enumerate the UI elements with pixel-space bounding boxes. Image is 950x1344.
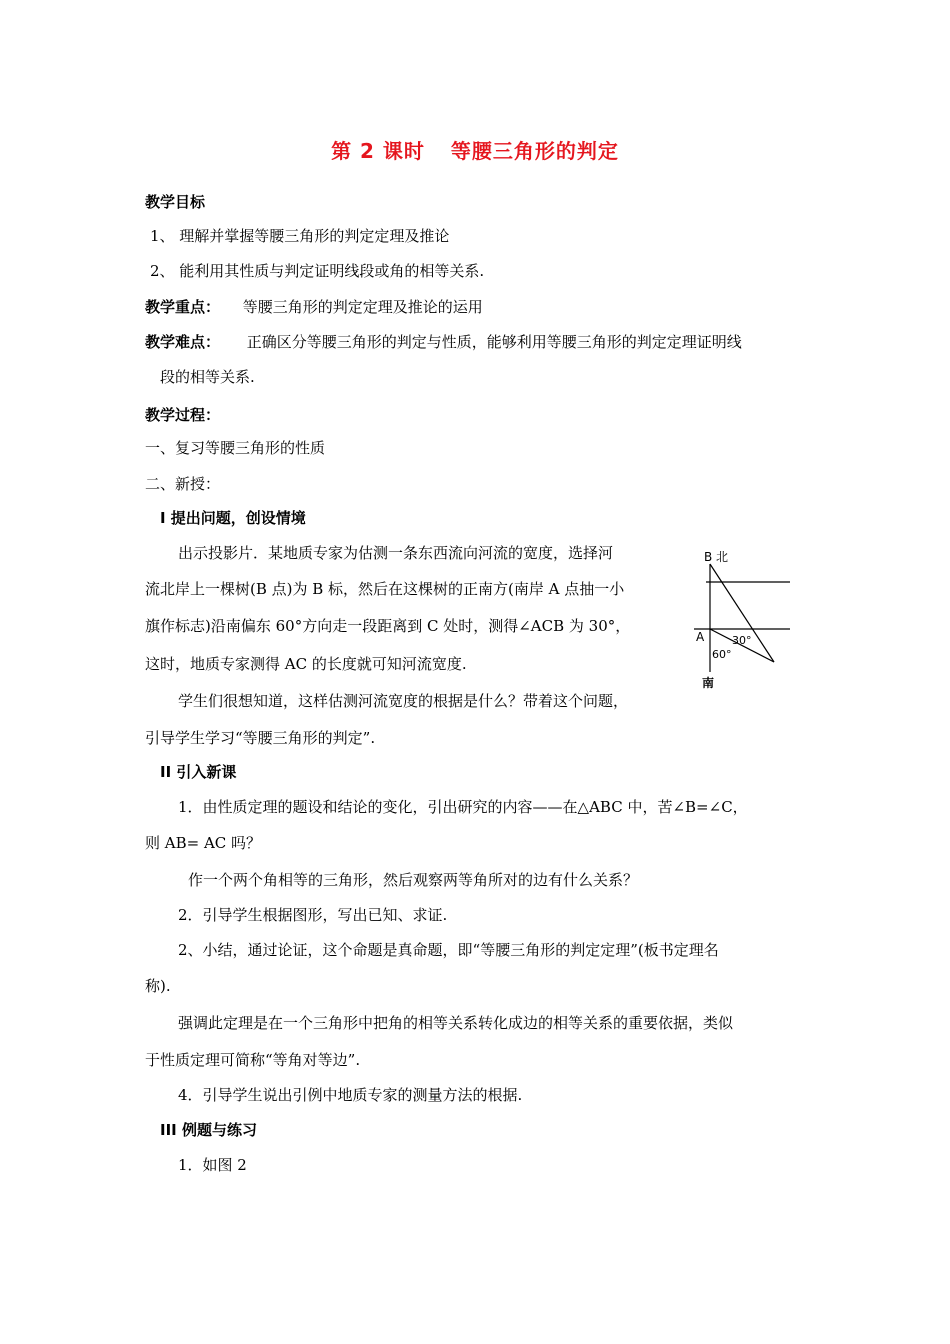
label-a: A bbox=[696, 630, 705, 644]
goal-1: 1、 理解并掌握等腰三角形的判定定理及推论 bbox=[150, 227, 450, 245]
title-lesson: 第 2 课时 bbox=[331, 139, 425, 163]
difficulty bbox=[145, 332, 742, 352]
section-2-heading: II 引入新课 bbox=[160, 763, 237, 781]
paragraph-9: 1．如图 2 bbox=[178, 1156, 247, 1174]
paragraph-6-line-2: 称). bbox=[145, 977, 171, 995]
paragraph-2-line-1: 学生们很想知道，这样估测河流宽度的根据是什么？带着这个问题， bbox=[178, 692, 629, 710]
step-1: 一、复习等腰三角形的性质 bbox=[145, 439, 326, 457]
key-point bbox=[145, 297, 483, 317]
paragraph-7-line-2: 于性质定理可简称“等角对等边”. bbox=[145, 1051, 361, 1069]
paragraph-3-line-2: 则 AB= AC 吗？ bbox=[145, 834, 262, 852]
paragraph-2-line-2: 引导学生学习“等腰三角形的判定”. bbox=[145, 729, 376, 747]
paragraph-1-line-4: 这时，地质专家测得 AC 的长度就可知河流宽度. bbox=[145, 655, 467, 673]
label-b-north: B 北 bbox=[704, 550, 729, 564]
paragraph-8: 4．引导学生说出引例中地质专家的测量方法的根据. bbox=[178, 1086, 523, 1104]
label-60-degrees: 60° bbox=[712, 648, 732, 661]
section-3-heading: III 例题与练习 bbox=[160, 1121, 257, 1139]
label-30-degrees: 30° bbox=[732, 634, 752, 647]
document-title bbox=[0, 135, 950, 164]
river-diagram bbox=[686, 544, 796, 694]
paragraph-4: 作一个两个角相等的三角形，然后观察两等角所对的边有什么关系？ bbox=[188, 871, 639, 889]
paragraph-5: 2．引导学生根据图形，写出已知、求证. bbox=[178, 906, 448, 924]
paragraph-6-line-1: 2、小结，通过论证，这个命题是真命题，即“等腰三角形的判定定理”(板书定理名 bbox=[178, 941, 719, 959]
section-1-heading: I 提出问题，创设情境 bbox=[160, 509, 306, 527]
goal-2: 2、 能利用其性质与判定证明线段或角的相等关系. bbox=[150, 262, 485, 280]
step-2: 二、新授： bbox=[145, 475, 221, 493]
river-diagram-svg bbox=[686, 544, 796, 694]
process-heading: 教学过程： bbox=[145, 406, 221, 424]
paragraph-3-line-1: 1．由性质定理的题设和结论的变化，引出研究的内容——在△ABC 中，苦∠B=∠C， bbox=[178, 798, 748, 816]
paragraph-1-line-2: 流北岸上一棵树(B 点)为 B 标，然后在这棵树的正南方(南岸 A 点抽一小 bbox=[145, 580, 625, 598]
paragraph-7-line-1: 强调此定理是在一个三角形中把角的相等关系转化成边的相等关系的重要依据，类似 bbox=[178, 1014, 734, 1032]
paragraph-1-line-1: 出示投影片．某地质专家为估测一条东西流向河流的宽度，选择河 bbox=[178, 544, 614, 562]
difficulty-text-cont: 段的相等关系. bbox=[160, 368, 255, 386]
difficulty-text: 正确区分等腰三角形的判定与性质，能够利用等腰三角形的判定定理证明线 bbox=[246, 333, 742, 351]
key-point-text: 等腰三角形的判定定理及推论的运用 bbox=[242, 298, 483, 316]
key-point-label: 教学重点： bbox=[145, 298, 221, 316]
goals-heading: 教学目标 bbox=[145, 193, 206, 211]
paragraph-1-line-3: 旗作标志)沿南偏东 60°方向走一段距离到 C 处时，测得∠ACB 为 30°， bbox=[145, 617, 631, 635]
difficulty-label: 教学难点： bbox=[145, 333, 221, 351]
title-topic: 等腰三角形的判定 bbox=[450, 139, 619, 163]
label-south: 南 bbox=[702, 676, 715, 690]
